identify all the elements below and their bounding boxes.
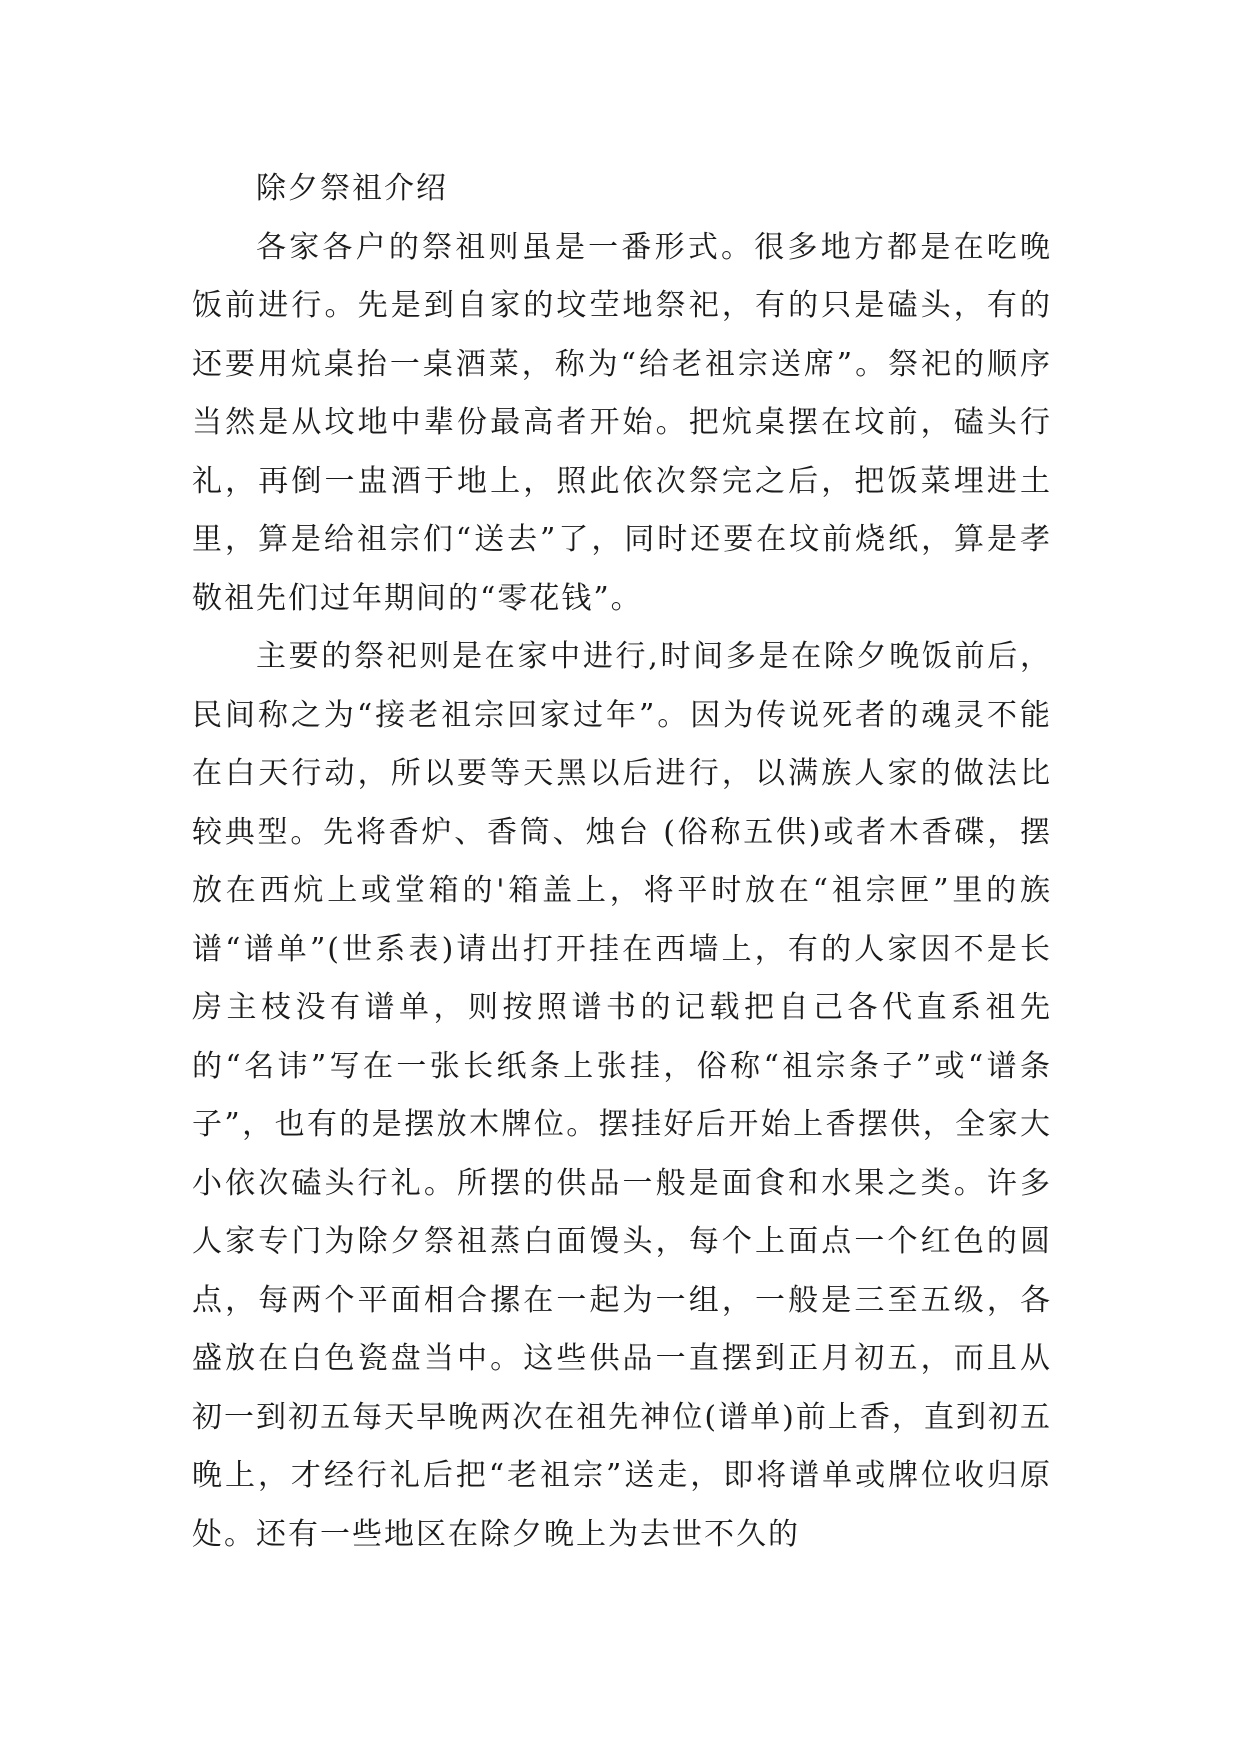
document-title: 除夕祭祖介绍 xyxy=(256,171,448,206)
document-body xyxy=(192,160,1052,1564)
paragraph-home-ritual: 主要的祭祀则是在家中进行,时间多是在除夕晚饭前后，民间称之为“接老祖宗回家过年”。因为传说死者的魂灵不能在白天行动，所以要等天黑以后进行，以满族人家的做法比较典型。先将香炉、香筒、烛台 (俗称五供)或者木香碟，摆放在西炕上或堂箱的'箱盖上，将平时放在“祖宗匣”里的族谱“谱单”(世系表)请出打开挂在西墙上，有的人家因不是长房主枝没有谱单，则按照谱书的记载把自己各代直系祖先的“名讳”写在一张长纸条上张挂，俗称“祖宗条子”或“谱条子”，也有的是摆放木牌位。摆挂好后开始上香摆供，全家大小依次磕头行礼。所摆的供品一般是面食和水果之类。许多人家专门为除夕祭祖蒸白面馒头，每个上面点一个红色的圆点，每两个平面相合摞在一起为一组，一般是三至五级，各盛放在白色瓷盘当中。这些供品一直摆到正月初五，而且从初一到初五每天早晚两次在祖先神位(谱单)前上香，直到初五晚上，才经行礼后把“老祖宗”送走，即将谱单或牌位收归原处。还有一些地区在除夕晚上为去世不久的 xyxy=(192,639,1052,1552)
paragraph-grave-ritual: 各家各户的祭祖则虽是一番形式。很多地方都是在吃晚饭前进行。先是到自家的坟茔地祭祀，有的只是磕头，有的还要用炕桌抬一桌酒菜，称为“给老祖宗送席”。祭祀的顺序当然是从坟地中辈份最高者开始。把炕桌摆在坟前，磕头行礼，再倒一盅酒于地上，照此依次祭完之后，把饭菜埋进土里，算是给祖宗们“送去”了，同时还要在坟前烧纸，算是孝敬祖先们过年期间的“零花钱”。 xyxy=(192,229,1052,616)
